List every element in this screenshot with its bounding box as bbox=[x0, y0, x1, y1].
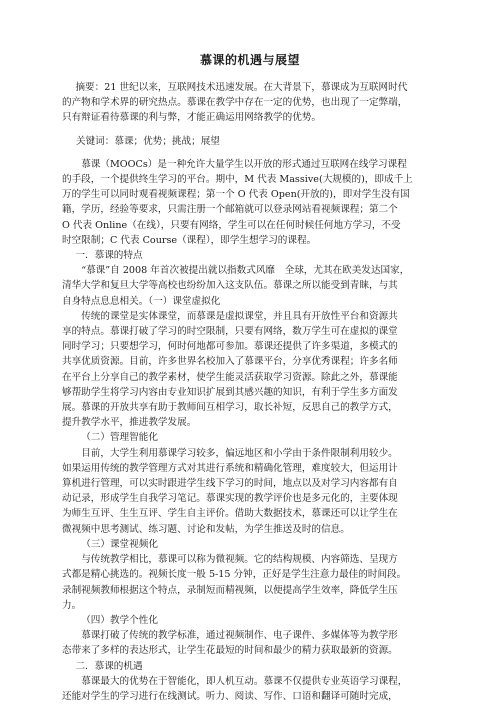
subsection-heading: （三）课堂视频化 bbox=[81, 538, 158, 550]
body-line: 清华大学和复旦大学等高校也纷纷加入这支队伍。慕课之所以能受到青睐，与其 bbox=[62, 280, 398, 292]
abstract bbox=[62, 80, 438, 126]
document-title: 慕课的机遇与展望 bbox=[199, 53, 300, 67]
body-line: O 代表 Online（在线），只要有网络，学生可以在任何时候任何地方学习，不受 bbox=[62, 219, 401, 231]
body-line: 共享优质资源。目前，许多世界名校加入了慕课平台，分享优秀课程；许多名师 bbox=[62, 356, 398, 368]
body-line: 万的学生可以同时观看视频课程；第一个 O 代表 Open(开放的)，即对学生没有国 bbox=[62, 189, 410, 201]
body-line: 慕课（MOOCs）是一种允许大量学生以开放的形式通过互联网在线学习课程 bbox=[81, 158, 407, 170]
body-line: 为师生互评、生生互评、学生自主评价。借助大数据技术，慕课还可以让学生在 bbox=[62, 508, 398, 520]
body-line: 同时学习；只要想学习，何时何地都可参加。慕课还提供了许多渠道，多模式的 bbox=[62, 341, 398, 353]
body-line: 的手段，一个提供终生学习的平台。期中，M 代表 Massive(大规模的)，即成千上 bbox=[62, 174, 413, 186]
body-line: “慕课”自 2008 年首次被提出就以指数式风靡 全球，尤其在欧美发达国家， bbox=[81, 265, 410, 277]
body-line: 录制视频教师根据这个特点，录制短而精视频，以便提高学生效率，降低学生压 bbox=[62, 584, 398, 596]
body-line: 慕课最大的优势在于智能化，即人机互动。慕课不仅提供专业英语学习课程， bbox=[81, 675, 408, 687]
subsection-heading: （二）管理智能化 bbox=[81, 432, 158, 444]
keywords: 关键词：慕课；优势；挑战；展望 bbox=[76, 135, 220, 147]
body-line: 微视频中思考测试、练习题、讨论和发帖，为学生推送及时的信息。 bbox=[62, 523, 350, 535]
body-line: 算机进行管理，可以实时跟进学生线下学习的时间，地点以及对学习内容都有自 bbox=[62, 478, 398, 490]
body-line: 时空限制；C 代表 Course（课程），即学生想学习的课程。 bbox=[62, 234, 317, 246]
body-line: 式都是精心挑选的。视频长度一般 5-15 分钟，正好是学生注意力最佳的时间段。 bbox=[62, 569, 407, 581]
body-line: 动记录，形成学生自我学习笔记。慕课实现的教学评价也是多元化的，主要体现 bbox=[62, 493, 398, 505]
body-line: 自身特点息息相关。（一）课堂虚拟化 bbox=[62, 295, 221, 307]
body-line: 传统的课堂是实体课堂，而慕课是虚拟课堂，并且具有开放性平台和资源共 bbox=[81, 310, 398, 322]
section-heading: 二．慕课的机遇 bbox=[75, 660, 143, 672]
body-line: 如果运用传统的教学管理方式对其进行系统和精确化管理，难度较大，但运用计 bbox=[62, 462, 398, 474]
body-line: 慕课打破了传统的教学标准，通过视频制作、电子课件、多媒体等为教学形 bbox=[81, 630, 398, 642]
subsection-heading: （四）教学个性化 bbox=[81, 614, 158, 626]
body-line: 力。 bbox=[62, 599, 82, 611]
body-line: 籍，学历，经验等要求，只需注册一个邮箱就可以登录网站看视频课程；第二个 bbox=[62, 204, 398, 216]
body-line: 目前，大学生利用慕课学习较多，偏远地区和小学由于条件限制利用较少。 bbox=[81, 447, 398, 459]
document-body bbox=[62, 157, 438, 704]
abstract-line: 只有辩证看待慕课的利与弊，才能正确运用网络教学的优势。 bbox=[62, 112, 322, 124]
body-line: 展。慕课的开放共享有助于教师间互相学习，取长补短，反思自己的教学方式， bbox=[62, 402, 398, 414]
body-line: 够帮助学生将学习内容由专业知识扩展到其感兴趣的知识，有利于学生多方面发 bbox=[62, 386, 398, 398]
body-line: 与传统教学相比，慕课可以称为微视频。它的结构规模、内容筛选、呈现方 bbox=[81, 554, 398, 566]
body-line: 态带来了多样的表达形式，让学生花最短的时间和最少的精力获取最新的资源。 bbox=[62, 645, 398, 657]
abstract-line: 摘要：21 世纪以来，互联网技术迅速发展。在大背景下，慕课成为互联网时代 bbox=[75, 82, 408, 93]
body-line: 享的特点。慕课打破了学习的时空限制，只要有网络，数万学生可在虚拟的课堂 bbox=[62, 326, 398, 338]
body-line: 还能对学生的学习进行在线测试。听力、阅读、写作、口语和翻译可随时完成， bbox=[62, 690, 398, 702]
body-line: 在平台上分享自己的教学素材，使学生能灵活获取学习资源。除此之外，慕课能 bbox=[62, 371, 398, 383]
abstract-line: 的产物和学术界的研究热点。慕课在教学中存在一定的优势，也出现了一定弊端， bbox=[62, 97, 408, 109]
section-heading: 一．慕课的特点 bbox=[75, 250, 143, 262]
body-line: 提升教学水平，推进教学发展。 bbox=[62, 417, 197, 429]
